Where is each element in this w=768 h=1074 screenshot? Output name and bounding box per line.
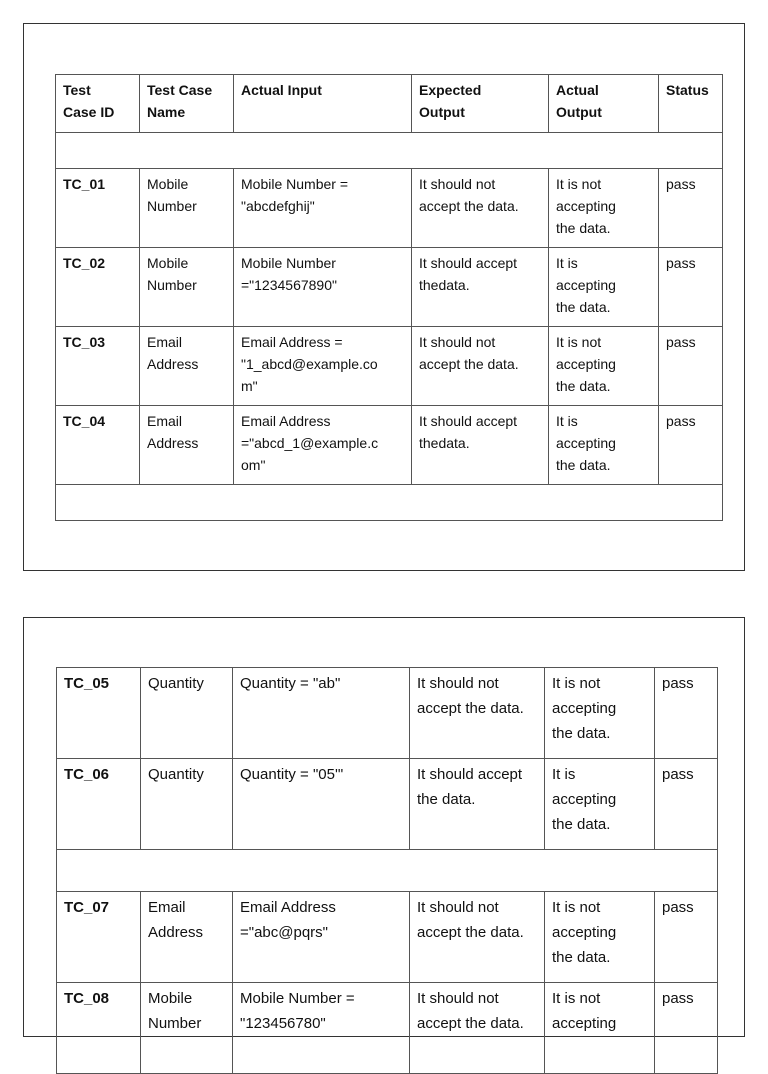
- actual-input-cell: Email Address ="abc@pqrs": [233, 892, 410, 983]
- test-case-id-cell: TC_01: [56, 169, 140, 248]
- table-row: [57, 759, 718, 850]
- actual-output-cell: It is not accepting: [545, 983, 655, 1074]
- table-row: [56, 248, 723, 327]
- expected-output-cell: It should not accept the data.: [412, 169, 549, 248]
- status-cell: pass: [655, 668, 718, 759]
- expected-output-cell: It should accept the data.: [410, 759, 545, 850]
- status-cell: pass: [659, 327, 723, 406]
- table-row: [57, 668, 718, 759]
- table-header-row: [56, 75, 723, 133]
- empty-row: [56, 485, 723, 521]
- actual-output-cell: It is accepting the data.: [545, 759, 655, 850]
- test-case-name-cell: Quantity: [141, 759, 233, 850]
- test-case-id-cell: TC_05: [57, 668, 141, 759]
- document-page-2: [23, 617, 745, 1037]
- status-cell: pass: [659, 169, 723, 248]
- actual-input-cell: Mobile Number = "123456780": [233, 983, 410, 1074]
- actual-output-cell: It is not accepting the data.: [545, 668, 655, 759]
- test-case-name-cell: Email Address: [140, 406, 234, 485]
- status-cell: pass: [655, 892, 718, 983]
- test-case-id-cell: TC_08: [57, 983, 141, 1074]
- expected-output-cell: It should accept thedata.: [412, 406, 549, 485]
- status-cell: pass: [655, 983, 718, 1074]
- document-page-1: [23, 23, 745, 571]
- actual-output-cell: It is not accepting the data.: [549, 327, 659, 406]
- empty-cell: [56, 133, 723, 169]
- header-status: Status: [659, 75, 723, 133]
- empty-row: [57, 850, 718, 892]
- test-case-id-cell: TC_02: [56, 248, 140, 327]
- actual-input-cell: Quantity = "05'": [233, 759, 410, 850]
- expected-output-cell: It should not accept the data.: [410, 892, 545, 983]
- empty-cell: [56, 485, 723, 521]
- table-row: [57, 892, 718, 983]
- actual-input-cell: Mobile Number = "abcdefghij": [234, 169, 412, 248]
- actual-output-cell: It is not accepting the data.: [549, 169, 659, 248]
- expected-output-cell: It should not accept the data.: [410, 668, 545, 759]
- table-row: [57, 983, 718, 1074]
- table-row: [56, 406, 723, 485]
- header-expected-output: Expected Output: [412, 75, 549, 133]
- status-cell: pass: [659, 406, 723, 485]
- empty-row: [56, 133, 723, 169]
- test-case-name-cell: Mobile Number: [140, 169, 234, 248]
- header-test-case-id: Test Case ID: [56, 75, 140, 133]
- test-case-table-1: [55, 74, 723, 521]
- test-case-id-cell: TC_03: [56, 327, 140, 406]
- test-case-table-2: [56, 667, 718, 1074]
- test-case-name-cell: Quantity: [141, 668, 233, 759]
- test-case-name-cell: Email Address: [141, 892, 233, 983]
- actual-output-cell: It is accepting the data.: [549, 248, 659, 327]
- actual-input-cell: Email Address ="abcd_1@example.c om": [234, 406, 412, 485]
- status-cell: pass: [659, 248, 723, 327]
- expected-output-cell: It should not accept the data.: [412, 327, 549, 406]
- actual-input-cell: Email Address = "1_abcd@example.co m": [234, 327, 412, 406]
- test-case-name-cell: Email Address: [140, 327, 234, 406]
- header-actual-input: Actual Input: [234, 75, 412, 133]
- expected-output-cell: It should not accept the data.: [410, 983, 545, 1074]
- test-case-id-cell: TC_04: [56, 406, 140, 485]
- actual-input-cell: Mobile Number ="1234567890": [234, 248, 412, 327]
- expected-output-cell: It should accept thedata.: [412, 248, 549, 327]
- actual-input-cell: Quantity = "ab": [233, 668, 410, 759]
- empty-cell: [57, 850, 718, 892]
- test-case-name-cell: Mobile Number: [141, 983, 233, 1074]
- status-cell: pass: [655, 759, 718, 850]
- header-test-case-name: Test Case Name: [140, 75, 234, 133]
- header-actual-output: Actual Output: [549, 75, 659, 133]
- table-row: [56, 169, 723, 248]
- actual-output-cell: It is accepting the data.: [549, 406, 659, 485]
- table-row: [56, 327, 723, 406]
- actual-output-cell: It is not accepting the data.: [545, 892, 655, 983]
- test-case-name-cell: Mobile Number: [140, 248, 234, 327]
- test-case-id-cell: TC_06: [57, 759, 141, 850]
- test-case-id-cell: TC_07: [57, 892, 141, 983]
